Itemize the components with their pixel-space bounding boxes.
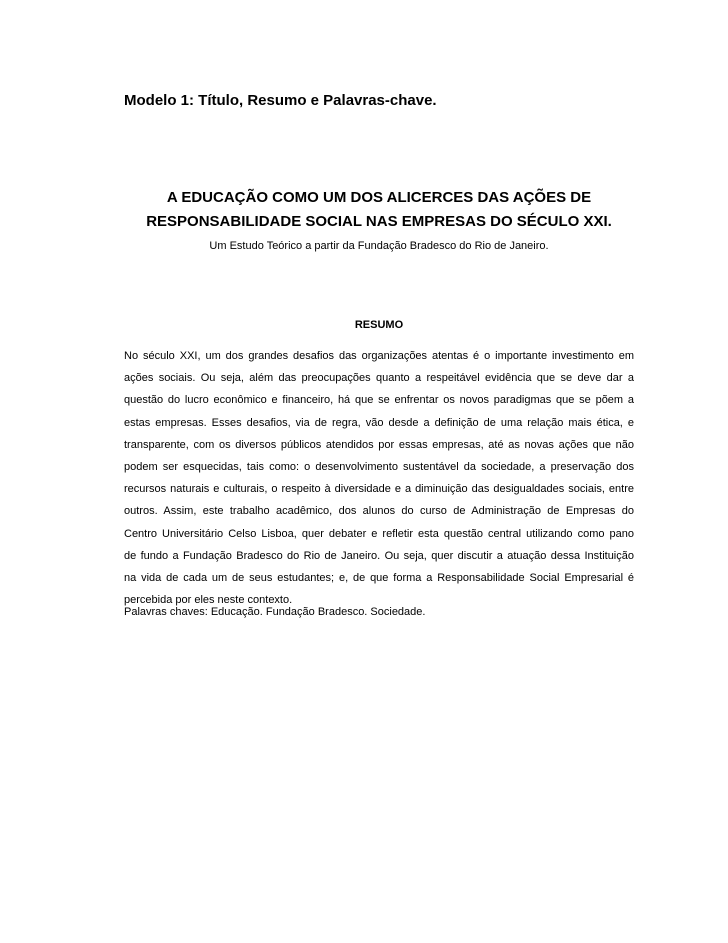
abstract-body <box>124 345 634 611</box>
abstract-line: percebida por eles neste contexto. <box>124 594 293 607</box>
abstract-line: de fundo a Fundação Bradesco do Rio de Janeiro. Ou seja, quer discutir a atuação dessa Instituição <box>124 549 634 562</box>
abstract-line: podem ser esquecidas, tais como: o desenvolvimento sustentável da sociedade, a preservação dos <box>124 460 634 473</box>
abstract-line: Centro Universitário Celso Lisboa, quer debater e refletir esta questão central utilizando como pano <box>124 527 634 540</box>
subtitle: Um Estudo Teórico a partir da Fundação Bradesco do Rio de Janeiro. <box>209 240 549 252</box>
abstract-line: ações sociais. Ou seja, além das preocupações quanto a respeitável evidência que se deve dar a <box>124 372 634 385</box>
abstract-line: outros. Assim, este trabalho acadêmico, dos alunos do curso de Administração de Empresas do <box>124 505 634 518</box>
abstract-line: questão do lucro econômico e financeiro, há que se enfrentar os novos paradigmas que se põem a <box>124 394 634 407</box>
main-title-line-2: RESPONSABILIDADE SOCIAL NAS EMPRESAS DO SÉCULO XXI. <box>146 213 612 230</box>
abstract-line: estas empresas. Esses desafios, via de regra, vão desde a definição de uma relação mais ética, e <box>124 416 634 429</box>
abstract-heading: RESUMO <box>354 319 404 331</box>
keywords: Palavras chaves: Educação. Fundação Bradesco. Sociedade. <box>124 606 426 618</box>
abstract-line: No século XXI, um dos grandes desafios das organizações atentas é o importante investimento em <box>124 350 634 362</box>
main-title-line-1: A EDUCAÇÃO COMO UM DOS ALICERCES DAS AÇÕES DE <box>166 189 592 206</box>
abstract-line: na vida de cada um de seus estudantes; e, de que forma a Responsabilidade Social Empresarial é <box>124 571 634 584</box>
model-heading: Modelo 1: Título, Resumo e Palavras-chave. <box>124 92 437 109</box>
abstract-line: recursos naturais e culturais, o respeito à diversidade e a diminuição das desigualdades sociais, entre <box>124 483 634 496</box>
abstract-line: transparente, com os diversos públicos atendidos por essas empresas, até as novas ações que não <box>124 438 634 451</box>
